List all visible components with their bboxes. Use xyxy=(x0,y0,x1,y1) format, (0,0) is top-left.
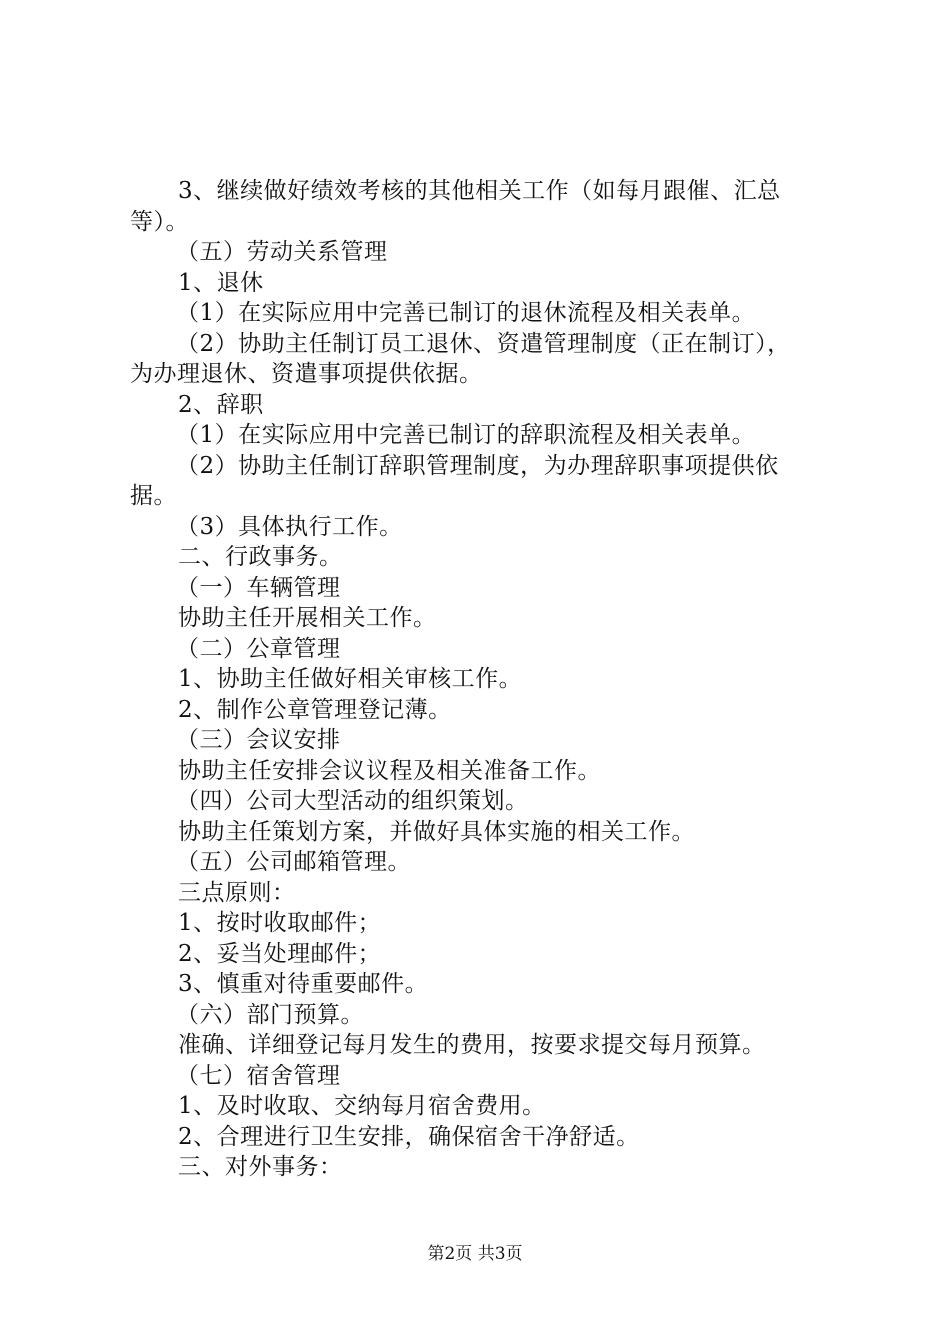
list-item: 2、合理进行卫生安排，确保宿舍干净舒适。 xyxy=(178,1123,640,1150)
text-line: 协助主任开展相关工作。 xyxy=(178,605,437,631)
section-heading: （五）劳动关系管理 xyxy=(176,239,388,265)
list-item: 1、按时收取邮件； xyxy=(178,910,382,936)
list-item: 1、及时收取、交纳每月宿舍费用。 xyxy=(178,1093,546,1119)
list-item: 3、慎重对待重要邮件。 xyxy=(178,971,429,997)
subsection-heading: （七）宿舍管理 xyxy=(176,1062,341,1089)
subsection-heading: 2、辞职 xyxy=(178,391,264,418)
subsection-heading: 1、退休 xyxy=(178,269,264,296)
text-line: （2）协助主任制订员工退休、资遣管理制度（正在制订）， xyxy=(176,330,791,357)
text-line: 据。 xyxy=(130,483,177,509)
subsection-heading: （五）公司邮箱管理。 xyxy=(176,849,411,875)
subsection-heading: （一）车辆管理 xyxy=(176,574,341,601)
text-line: 为办理退休、资遣事项提供依据。 xyxy=(130,361,483,387)
text-line: 2、制作公章管理登记薄。 xyxy=(178,696,452,723)
text-line: 协助主任策划方案，并做好具体实施的相关工作。 xyxy=(178,818,695,845)
page-number-footer: 第2页 共3页 xyxy=(427,1244,523,1264)
text-line: 协助主任安排会议议程及相关准备工作。 xyxy=(178,757,601,784)
section-heading: 二、行政事务。 xyxy=(178,544,343,570)
subsection-heading: （二）公章管理 xyxy=(176,635,341,662)
text-line: 三点原则： xyxy=(178,879,296,906)
subsection-heading: （三）会议安排 xyxy=(176,727,341,753)
text-line: 1、协助主任做好相关审核工作。 xyxy=(178,666,523,692)
text-line: （3）具体执行工作。 xyxy=(176,513,403,540)
subsection-heading: （四）公司大型活动的组织策划。 xyxy=(176,788,529,814)
text-line: （1）在实际应用中完善已制订的退休流程及相关表单。 xyxy=(176,300,756,326)
document-body xyxy=(130,176,830,1183)
text-line: 等）。 xyxy=(130,208,189,235)
text-line: 3、继续做好绩效考核的其他相关工作（如每月跟催、汇总 xyxy=(178,178,781,204)
subsection-heading: （六）部门预算。 xyxy=(176,1001,364,1028)
text-line: 准确、详细登记每月发生的费用，按要求提交每月预算。 xyxy=(178,1032,766,1058)
text-line: （2）协助主任制订辞职管理制度，为办理辞职事项提供依 xyxy=(176,452,779,479)
section-heading: 三、对外事务： xyxy=(178,1154,343,1180)
text-line: （1）在实际应用中完善已制订的辞职流程及相关表单。 xyxy=(176,422,756,448)
list-item: 2、妥当处理邮件； xyxy=(178,940,382,967)
